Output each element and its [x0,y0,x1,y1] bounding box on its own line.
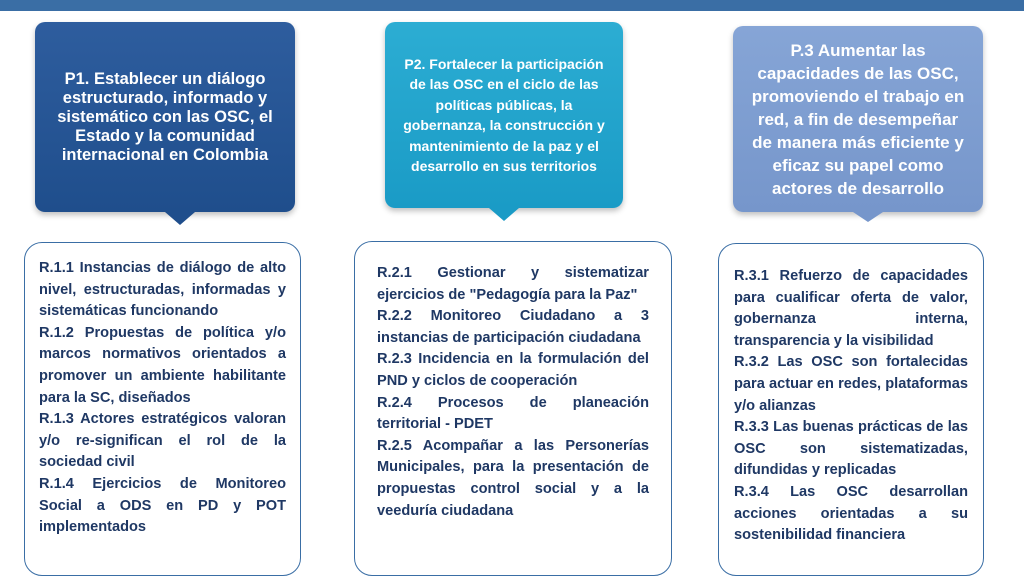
objective-p1-text: P1. Establecer un diálogo estructurado, informado y sistemático con las OSC, el Estado y la comunidad internacional en Colombia [57,69,273,164]
objective-p2-text: P2. Fortalecer la participación de las OSC en el ciclo de las políticas públicas, la gobernanza, la construcción y mantenimiento de la paz y el desarrollo en sus territorios [403,55,605,174]
result-r2-5: R.2.5 Acompañar a las Personerías Municipales, para la presentación de propuestas control social y a la veeduría ciudadana [377,437,649,519]
result-r1-3: R.1.3 Actores estratégicos valoran y/o re-significan el rol de la sociedad civil [39,411,286,471]
result-r2-3: R.2.3 Incidencia en la formulación del PND y ciclos de cooperación [377,351,649,389]
objective-p3-text: P.3 Aumentar las capacidades de las OSC, promoviendo el trabajo en red, a fin de desempeñar de manera más eficiente y eficaz su papel como actores de desarrollo [751,40,965,198]
objective-p2-box [385,22,623,208]
result-r3-1: R.3.1 Refuerzo de capacidades para cualificar oferta de valor, gobernanza interna, transparencia y la visibilidad [734,268,968,349]
objective-p3-pointer [853,212,883,222]
result-r3-3: R.3.3 Las buenas prácticas de las OSC son sistematizadas, difundidas y replicadas [734,419,968,479]
objective-p1-pointer [165,212,195,225]
result-r2-4: R.2.4 Procesos de planeación territorial - PDET [377,394,649,433]
objective-p3-box [733,26,983,212]
results-p2-box [354,241,672,576]
result-r3-2: R.3.2 Las OSC son fortalecidas para actuar en redes, plataformas y/o alianzas [734,354,968,414]
results-p1-box [24,242,301,576]
result-r2-1: R.2.1 Gestionar y sistematizar ejercicios de "Pedagogía para la Paz" [377,265,649,303]
result-r3-4: R.3.4 Las OSC desarrollan acciones orientadas a su sostenibilidad financiera [734,483,968,544]
result-r1-2: R.1.2 Propuestas de política y/o marcos normativos orientados a promover un ambiente habilitante para la SC, diseñados [39,324,286,406]
results-p3-box [718,243,984,576]
result-r2-2: R.2.2 Monitoreo Ciudadano a 3 instancias de participación ciudadana [377,308,649,346]
objective-p1-box [35,22,295,212]
objective-p2-pointer [489,208,519,221]
top-banner-bar [0,0,1024,11]
result-r1-1: R.1.1 Instancias de diálogo de alto nivel, estructuradas, informadas y sistemáticas funcionando [39,260,286,320]
result-r1-4: R.1.4 Ejercicios de Monitoreo Social a ODS en PD y POT implementados [39,475,286,536]
